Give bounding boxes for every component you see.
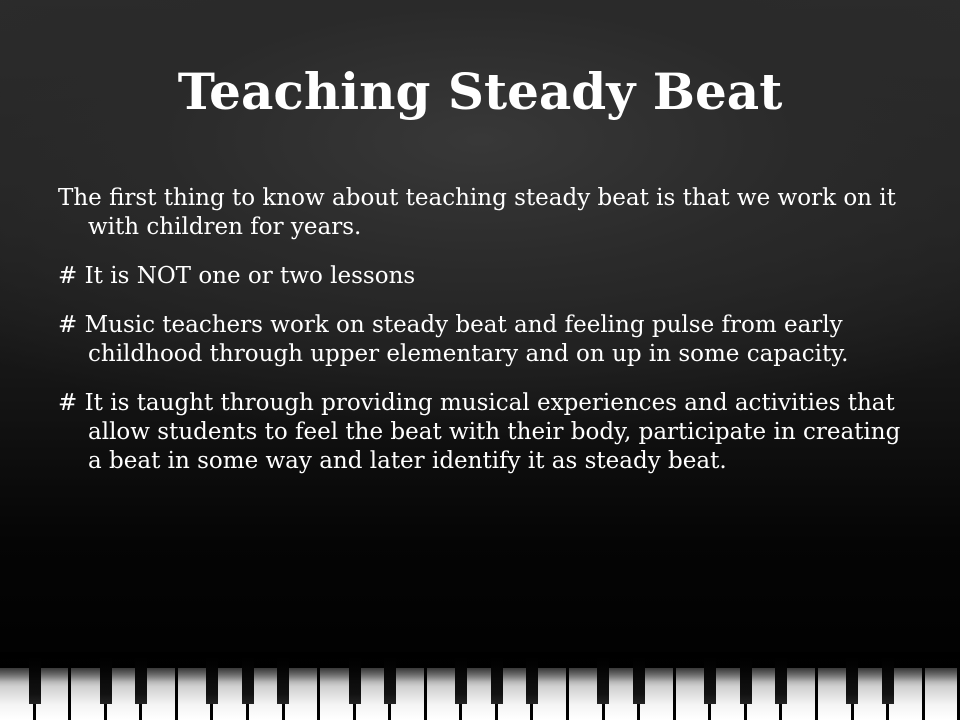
paragraph-music-teachers: # Music teachers work on steady beat and feeling pulse from early childhood through upper elementary and on up in some capacity. — [58, 312, 849, 367]
slide-title: Teaching Steady Beat — [177, 62, 783, 121]
slide-body — [58, 184, 918, 476]
paragraph-intro: The first thing to know about teaching steady beat is that we work on it with children for years. — [58, 185, 896, 240]
paragraph-how-taught: # It is taught through providing musical experiences and activities that allow students to feel the beat with their body, participate in creating a beat in some way and later identify it as steady beat. — [58, 390, 901, 474]
paragraph-not-one-lesson: # It is NOT one or two lessons — [58, 263, 416, 289]
piano-keys-image — [0, 652, 960, 720]
